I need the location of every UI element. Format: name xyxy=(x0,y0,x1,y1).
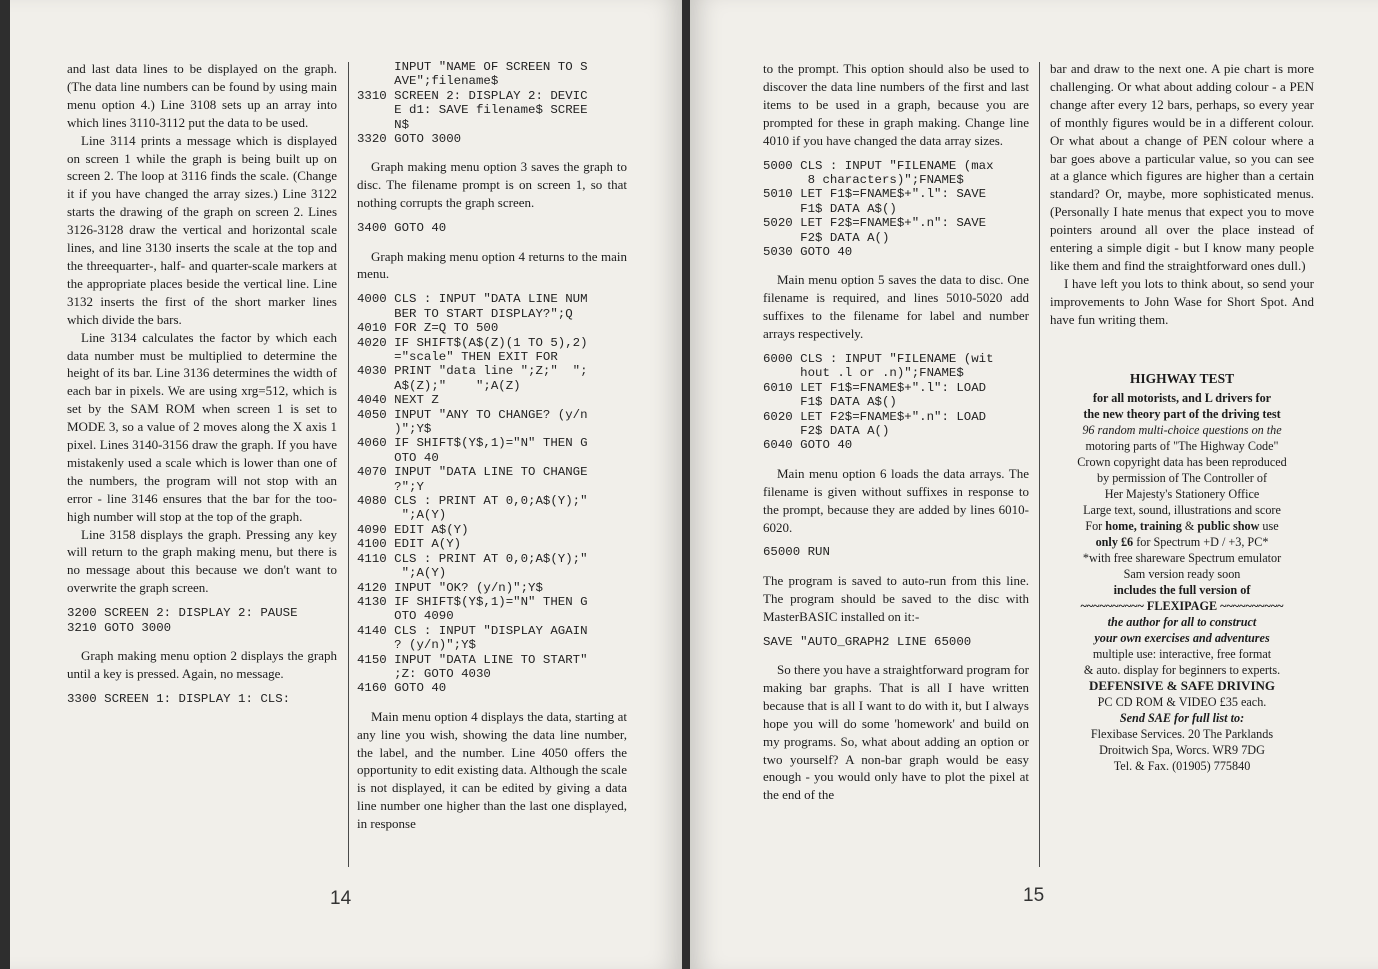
advert-line: Large text, sound, illustrations and score xyxy=(1083,502,1281,517)
right-page-column-2 xyxy=(1050,60,1314,774)
advert-line: your own exercises and adventures xyxy=(1094,630,1270,645)
code-listing: 3400 GOTO 40 xyxy=(357,221,447,236)
page-number: 15 xyxy=(1023,885,1045,906)
advert-line: 96 random multi-choice questions on the xyxy=(1082,422,1282,437)
code-listing: INPUT "NAME OF SCREEN TO S AVE";filename$ 3310 SCREEN 2: DISPLAY 2: DEVIC E d1: SAVE filename$ SCREE N$ 3320 GOTO 3000 xyxy=(357,60,588,147)
paragraph: I have left you lots to think about, so send your improvements to John Wase for Short Spot. And have fun writing them. xyxy=(1050,275,1314,327)
left-page-column-1 xyxy=(67,60,337,706)
paragraph: Graph making menu option 3 saves the graph to disc. The filename prompt is on screen 1, so that nothing corrupts the graph screen. xyxy=(357,159,627,211)
code-listing: SAVE "AUTO_GRAPH2 LINE 65000 xyxy=(763,634,972,649)
paragraph: Line 3114 prints a message which is displayed on screen 1 while the graph is being built up on screen 2. The loop at 3116 finds the scale. (Change it if you have changed the array sizes.) Line 3122 starts the drawing of the graph on screen 2. Lines 3126-3128 draw the vertical and horizontal scale lines, and line 3130 inserts the scale at the top and the threequarter-, half- and quarter-scale markers at the appropriate places beside the vertical line. Line 3132 inserts the first of the short marker lines which divide the bars. xyxy=(67,132,337,327)
advert-line: Flexibase Services. 20 The Parklands xyxy=(1090,726,1274,741)
paragraph: Line 3134 calculates the factor by which each data number must be multiplied to determine the height of its bar. Line 3136 determines the width of each bar in pixels. We are using xrg=512, which is set by the SAM ROM when screen 1 is set to MODE 3, so a value of 2 moves along the X axis 1 pixel. Lines 3140-3156 draw the graph. If you have mistakenly used a scale which is lower than one of the numbers, the program will not stop with an error - line 3146 ensures that the bar for the too-high number will stop at the top of the graph. xyxy=(67,329,337,524)
paragraph: The program is saved to auto-run from this line. The program should be saved to the disc with MasterBASIC installed on it:- xyxy=(763,572,1029,624)
advert-line: the author for all to construct xyxy=(1107,614,1257,629)
paragraph: Graph making menu option 2 displays the graph until a key is pressed. Again, no message. xyxy=(67,648,337,681)
advert-line: Send SAE for full list to: xyxy=(1119,710,1245,725)
advert-line: motoring parts of "The Highway Code" xyxy=(1085,438,1279,453)
paragraph: Main menu option 4 displays the data, starting at any line you wish, showing the data line number, the label, and the number. Line 4050 offers the opportunity to edit existing data. Although the scale is not displayed, it can be edited by giving a data line number one higher than the last one displayed, in response xyxy=(357,708,627,832)
advert-line: Sam version ready soon xyxy=(1123,566,1241,581)
advert-line: Droitwich Spa, Worcs. WR9 7DG xyxy=(1099,742,1265,757)
advert-line: the new theory part of the driving test xyxy=(1083,406,1281,421)
advert-line: PC CD ROM & VIDEO £35 each. xyxy=(1097,694,1267,709)
advert-line: multiple use: interactive, free format xyxy=(1092,646,1272,661)
paragraph: and last data lines to be displayed on the graph. (The data line numbers can be found by using main menu option 4.) Line 3108 sets up an array into which lines 3110-3112 put the data to be used. xyxy=(67,61,337,130)
paragraph: Main menu option 6 loads the data arrays. The filename is given without suffixes in response to the prompt, because they are added by lines 6010-6020. xyxy=(763,465,1029,535)
code-listing: 3200 SCREEN 2: DISPLAY 2: PAUSE 3210 GOTO 3000 xyxy=(67,606,298,635)
advert-line: & auto. display for beginners to experts. xyxy=(1083,662,1281,677)
code-listing: 5000 CLS : INPUT "FILENAME (max 8 characters)";FNAME$ 5010 LET F1$=FNAME$+".l": SAVE F1$ DATA A$() 5020 LET F2$=FNAME$+".n": SAVE F2$ DATA A() 5030 GOTO 40 xyxy=(763,158,994,259)
left-page-column-2 xyxy=(357,60,627,833)
right-page xyxy=(690,0,1378,969)
advert-line: DEFENSIVE & SAFE DRIVING xyxy=(1089,677,1275,693)
advert-title: HIGHWAY TEST xyxy=(1129,370,1235,386)
right-page-column-1 xyxy=(763,60,1029,804)
column-divider xyxy=(348,62,349,867)
code-listing: 3300 SCREEN 1: DISPLAY 1: CLS: xyxy=(67,691,291,706)
highway-test-advert xyxy=(1050,371,1314,774)
paragraph: Graph making menu option 4 returns to the main menu. xyxy=(357,248,627,282)
code-listing: 4000 CLS : INPUT "DATA LINE NUM BER TO START DISPLAY?";Q 4010 FOR Z=Q TO 500 4020 IF SHIFT$(A$(Z)(1 TO 5),2) ="scale" THEN EXIT FOR 4030 PRINT "data line ";Z;" "; A$(Z);" ";A(Z) 4040 NEXT Z 4050 INPUT "ANY TO CHANGE? (y/n )";Y$ 4060 IF SHIFT$(Y$,1)="N" THEN G OTO 40 4070 INPUT "DATA LINE TO CHANGE ?";Y 4080 CLS : PRINT AT 0,0;A$(Y);" ";A(Y) 4090 EDIT A$(Y) 4100 EDIT A(Y) 4110 CLS : PRINT AT 0,0;A$(Y);" ";A(Y) 4120 INPUT "OK? (y/n)";Y$ 4130 IF SHIFT$(Y$,1)="N" THEN G OTO 4090 4140 CLS : INPUT "DISPLAY AGAIN ? (y/n)";Y$ 4150 INPUT "DATA LINE TO START" ;Z: GOTO 4030 4160 GOTO 40 xyxy=(357,292,588,696)
left-page xyxy=(10,0,682,969)
advert-line: Tel. & Fax. (01905) 775840 xyxy=(1113,758,1251,773)
paragraph: Main menu option 5 saves the data to disc. One filename is required, and lines 5010-5020 add suffixes to the filename for label and number arrays respectively. xyxy=(763,272,1029,342)
advert-line: includes the full version of xyxy=(1113,582,1251,597)
column-divider xyxy=(1039,62,1040,867)
advert-line: For home, training & public show use xyxy=(1085,518,1279,533)
advert-line: ~~~~~~~~~~ FLEXIPAGE ~~~~~~~~~~ xyxy=(1080,598,1284,613)
advert-line: for all motorists, and L drivers for xyxy=(1092,390,1272,405)
advert-line: by permission of The Controller of xyxy=(1096,470,1268,485)
advert-line: Crown copyright data has been reproduced xyxy=(1077,454,1287,469)
paragraph: to the prompt. This option should also be used to discover the data line numbers of the first and last items to be used in a graph, because you are prompted for these in graph making. Change line 4010 if you have changed the data array sizes. xyxy=(763,61,1029,148)
paragraph: bar and draw to the next one. A pie chart is more challenging. Or what about adding colour - a PEN change after every 12 bars, perhaps, so every year of monthly figures would be in a different colour. Or what about a change of PEN colour where a bar goes above a particular value, so you can see at a glance which figures are higher than a certain standard? Or, maybe, more sophisticated menus. (Personally I hate menus that expect you to move pointers around all over the place instead of entering a simple digit - but I know many people like them and find the straightforward ones dull.) xyxy=(1050,61,1314,273)
advert-line: only £6 for Spectrum +D / +3, PC* xyxy=(1095,534,1269,549)
paragraph: Line 3158 displays the graph. Pressing any key will return to the graph making menu, but there is no message about this because we don't want to overwrite the graph screen. xyxy=(67,526,337,596)
code-listing: 65000 RUN xyxy=(763,545,830,560)
advert-line: *with free shareware Spectrum emulator xyxy=(1082,550,1282,565)
code-listing: 6000 CLS : INPUT "FILENAME (wit hout .l or .n)";FNAME$ 6010 LET F1$=FNAME$+".l": LOAD F1$ DATA A$() 6020 LET F2$=FNAME$+".n": LOAD F2$ DATA A() 6040 GOTO 40 xyxy=(763,352,994,453)
advert-line: Her Majesty's Stationery Office xyxy=(1104,486,1260,501)
page-number: 14 xyxy=(330,888,352,909)
paragraph: So there you have a straightforward program for making bar graphs. That is all I have written because that is all I want to do with it, but I always hope you will do some 'homework' and build on my programs. So, what about adding an option or two yourself? A non-bar graph would be easy enough - you would only have to plot the pixel at the end of the xyxy=(763,662,1029,803)
